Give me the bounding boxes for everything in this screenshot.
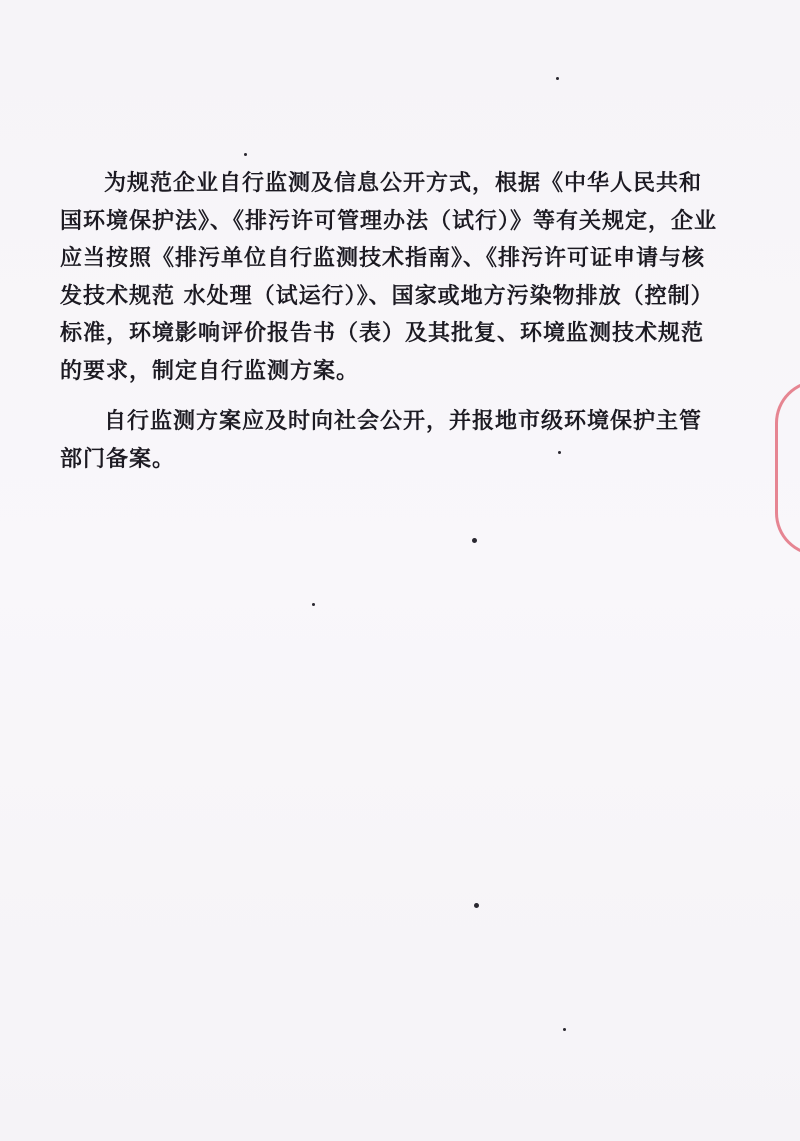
scan-speck [558, 451, 561, 454]
paragraph-public-disclosure: 自行监测方案应及时向社会公开，并报地市级环境保护主管部门备案。 [60, 408, 703, 472]
scan-speck [472, 538, 477, 543]
scan-speck [474, 903, 479, 908]
paragraph-monitoring-requirements: 为规范企业自行监测及信息公开方式，根据《中华人民共和国环境保护法》、《排污许可管理办法（试行）》等有关规定，企业应当按照《排污单位自行监测技术指南》、《排污许可证申请与核发技术规范 水处理（试运行）》、国家或地方污染物排放（控制）标准，环境影响评价报告书（表）及其批复、环境监测技术规范的要求，制定自行监测方案。 [60, 170, 718, 384]
scan-speck [563, 1028, 566, 1031]
scan-speck [244, 153, 247, 156]
red-seal-edge [775, 380, 800, 556]
scan-speck [312, 603, 315, 606]
scan-speck [556, 77, 559, 80]
